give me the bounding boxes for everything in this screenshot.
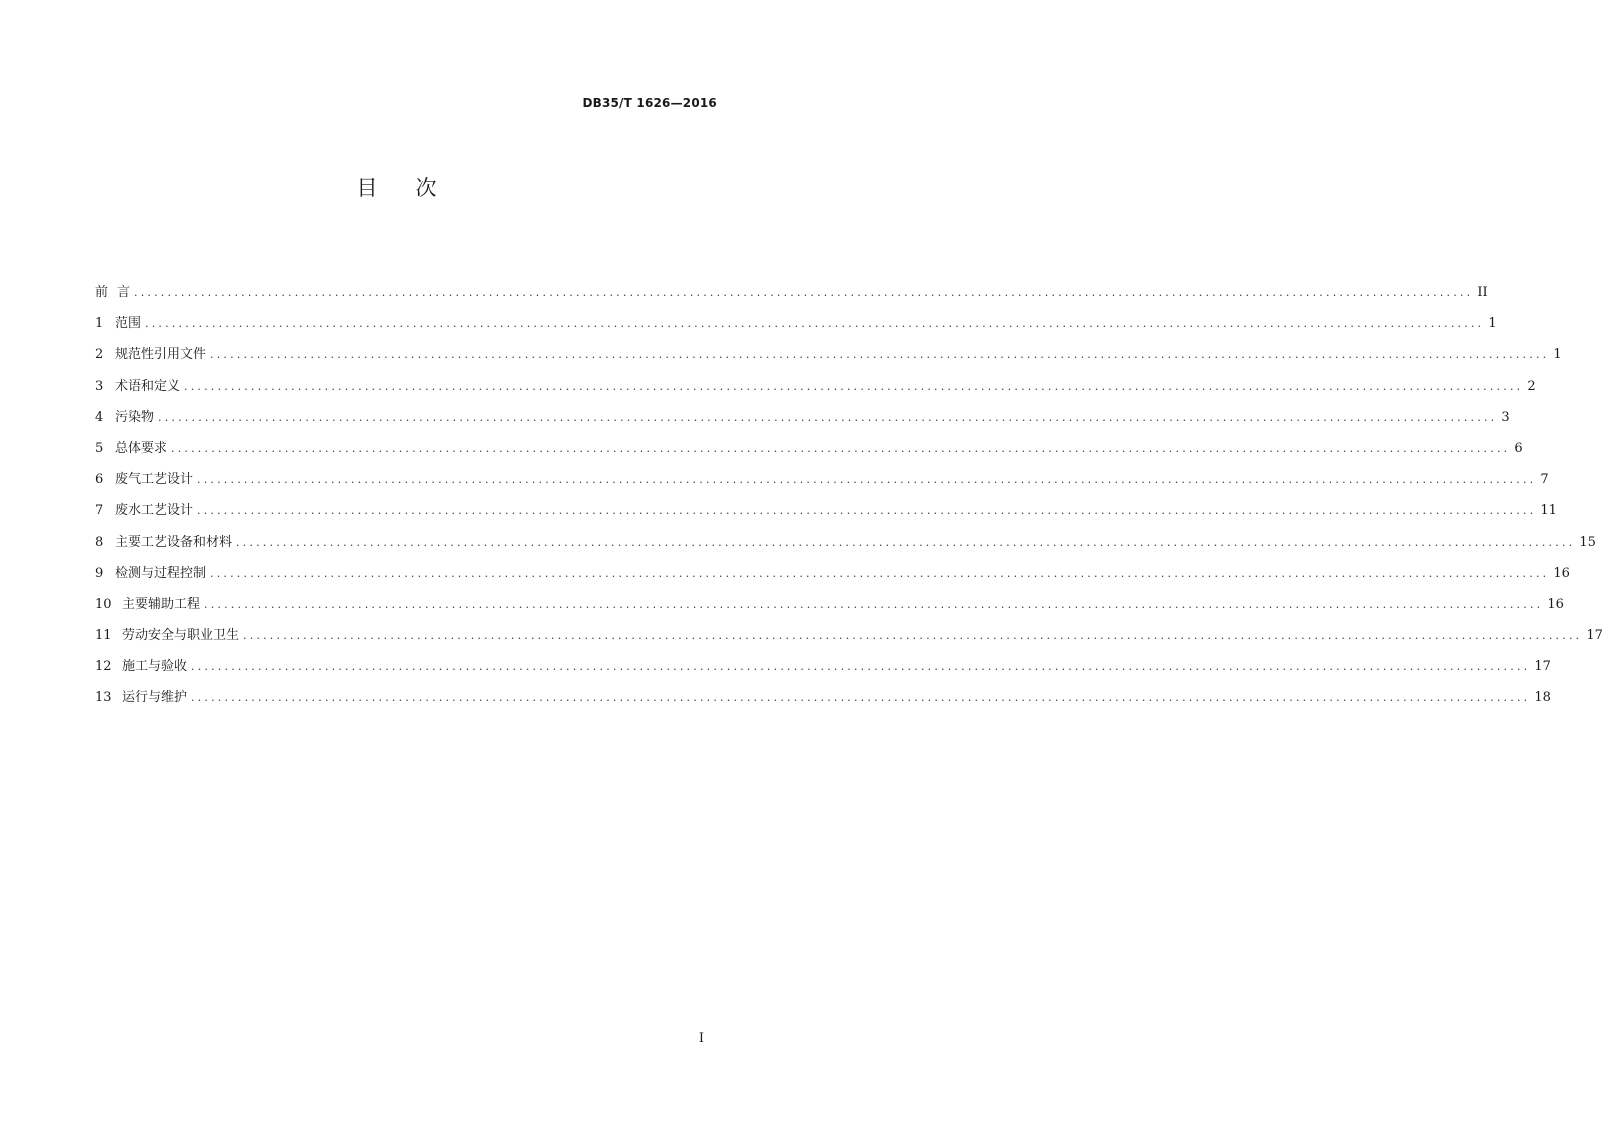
toc-entry[interactable] [95,624,1603,655]
toc-entry-page: 16 [1547,596,1564,612]
dot-leader: ........................................................................................................................................................................................................ [191,660,1531,674]
toc-entry[interactable] [95,531,1596,562]
toc-entry-page: 16 [1553,565,1570,581]
toc-entry-number: 11 [95,628,112,644]
toc-entry-label: 主要工艺设备和材料 [115,534,233,550]
toc-entry-label: 范围 [115,316,142,332]
table-of-contents [95,281,1603,718]
toc-entry[interactable] [95,499,1557,530]
dot-leader: ........................................................................................................................................................................................................ [171,441,1511,455]
toc-entry-label: 劳动安全与职业卫生 [122,628,240,644]
toc-entry-number: 5 [95,440,104,456]
dot-leader: ........................................................................................................................................................................................................ [158,410,1498,424]
toc-entry-number: 7 [95,503,104,519]
dot-leader: ........................................................................................................................................................................................................ [243,629,1583,643]
toc-entry[interactable] [95,343,1562,374]
dot-leader: ........................................................................................................................................................................................................ [145,317,1485,331]
toc-entry-number: 3 [95,378,104,394]
toc-entry[interactable] [95,593,1564,624]
dot-leader: ........................................................................................................................................................................................................ [197,504,1537,518]
page-number: I [698,1031,704,1046]
toc-entry-page: 17 [1586,628,1603,644]
toc-entry-label: 施工与验收 [122,659,188,675]
toc-entry[interactable] [95,281,1488,312]
toc-entry[interactable] [95,312,1497,343]
toc-entry[interactable] [95,562,1570,593]
toc-entry-number: 10 [95,596,112,612]
toc-entry-label: 检测与过程控制 [115,565,207,581]
toc-entry-page: 1 [1488,316,1497,332]
toc-entry-label: 运行与维护 [122,690,188,706]
toc-entry-number: 9 [95,565,104,581]
dot-leader: ........................................................................................................................................................................................................ [134,286,1474,299]
toc-entry-label: 主要辅助工程 [122,596,201,612]
toc-entry-page: 15 [1579,534,1596,550]
toc-entry-number: 12 [95,659,112,675]
dot-leader: ........................................................................................................................................................................................................ [191,691,1531,705]
toc-entry-label: 废水工艺设计 [115,503,194,519]
toc-entry-page: 17 [1534,659,1551,675]
toc-entry-page: II [1477,285,1488,300]
toc-entry-number: 13 [95,690,112,706]
dot-leader: ........................................................................................................................................................................................................ [210,348,1550,362]
toc-entry-number: 2 [95,347,104,363]
page-title: 目次 [356,176,475,200]
toc-entry-page: 1 [1553,347,1562,363]
toc-entry-page: 6 [1514,440,1523,456]
toc-entry-page: 7 [1540,472,1549,488]
document-code: DB35/T 1626—2016 [582,96,717,110]
toc-entry-page: 18 [1534,690,1551,706]
toc-entry-label: 污染物 [115,409,155,425]
toc-entry[interactable] [95,686,1551,717]
dot-leader: ........................................................................................................................................................................................................ [204,597,1544,611]
toc-entry[interactable] [95,375,1536,406]
toc-entry[interactable] [95,468,1549,499]
dot-leader: ........................................................................................................................................................................................................ [210,566,1550,580]
toc-entry-number: 1 [95,316,104,332]
toc-entry-number: 8 [95,534,104,550]
toc-entry-page: 2 [1527,378,1536,394]
toc-entry-page: 3 [1501,409,1510,425]
toc-entry[interactable] [95,406,1510,437]
toc-entry-number: 前 [95,285,109,300]
toc-entry-number: 4 [95,409,104,425]
dot-leader: ........................................................................................................................................................................................................ [197,473,1537,487]
toc-entry-label: 术语和定义 [115,378,181,394]
toc-entry-label: 总体要求 [115,440,168,456]
toc-entry-label: 言 [117,285,131,300]
toc-entry-page: 11 [1540,503,1557,519]
toc-entry-label: 废气工艺设计 [115,472,194,488]
toc-entry[interactable] [95,655,1551,686]
toc-entry[interactable] [95,437,1523,468]
dot-leader: ........................................................................................................................................................................................................ [184,379,1524,393]
dot-leader: ........................................................................................................................................................................................................ [236,535,1576,549]
toc-entry-number: 6 [95,472,104,488]
toc-entry-label: 规范性引用文件 [115,347,207,363]
